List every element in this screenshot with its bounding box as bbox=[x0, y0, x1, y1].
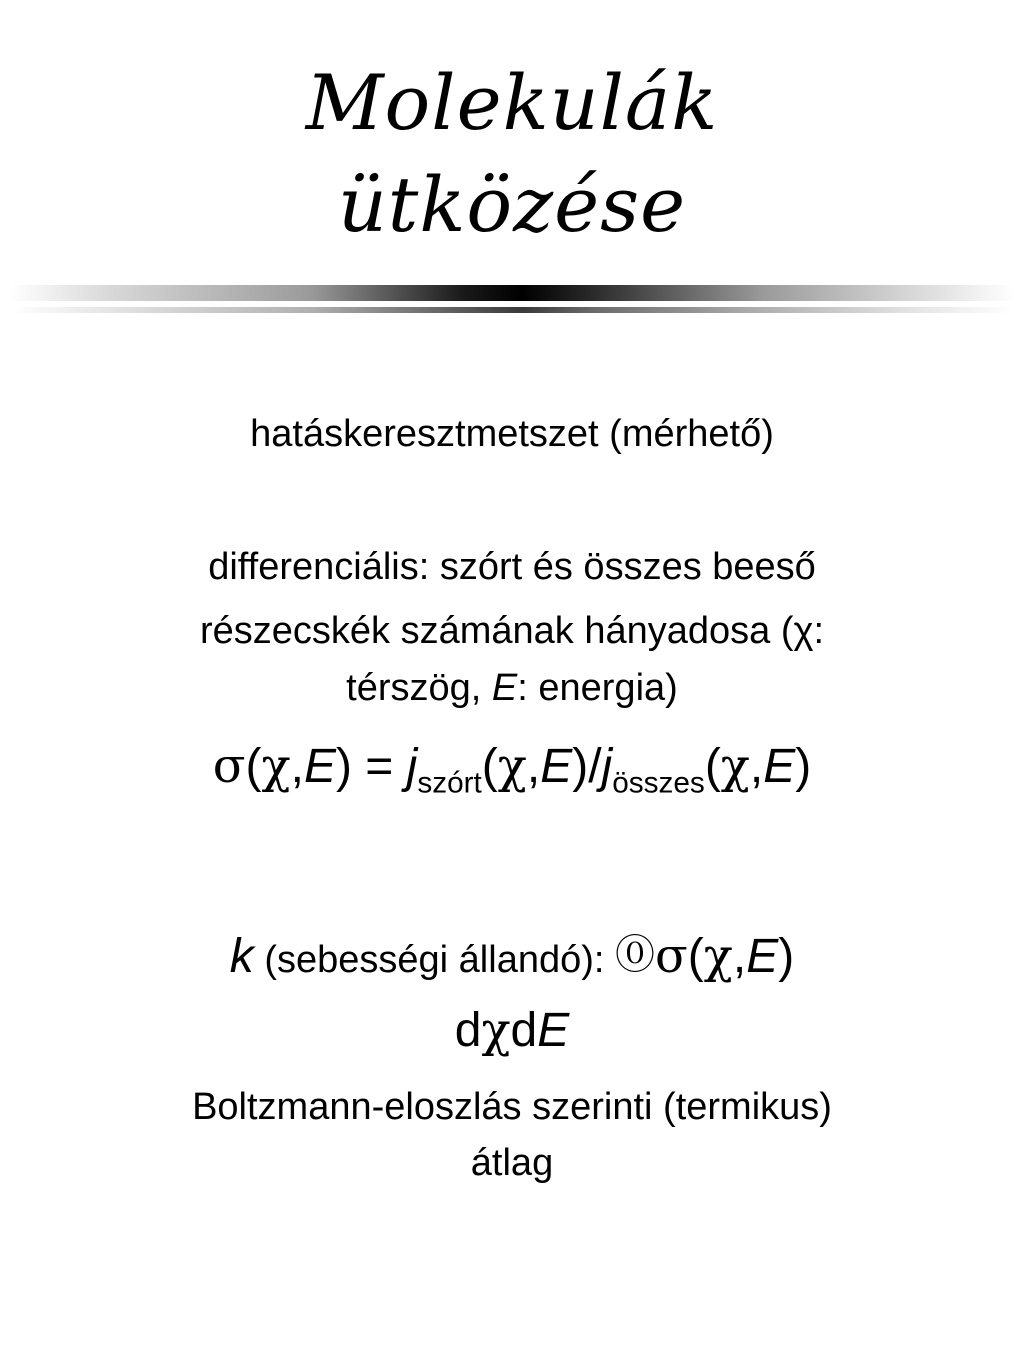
chi-symbol: χ bbox=[497, 738, 527, 794]
energy-symbol: E bbox=[746, 930, 779, 983]
flux-symbol: j bbox=[406, 740, 418, 793]
rate-constant-line bbox=[0, 920, 1024, 995]
rate-constant-symbol: k bbox=[229, 930, 254, 983]
title-divider bbox=[10, 285, 1014, 315]
body-line-ratio: részecskék számának hányadosa (χ: bbox=[199, 610, 824, 652]
body-line-definitions bbox=[0, 660, 1024, 716]
slide-title bbox=[0, 52, 1024, 256]
chi-symbol: χ bbox=[481, 1002, 511, 1058]
cross-section-formula bbox=[0, 734, 1024, 799]
energy-symbol: E bbox=[537, 1004, 570, 1057]
formula-comma: , bbox=[526, 740, 541, 793]
formula-paren: ( bbox=[687, 930, 704, 983]
title-line-2: ütközése bbox=[337, 160, 687, 249]
energy-variable: E bbox=[491, 667, 518, 709]
formula-equals: ) = bbox=[335, 740, 407, 793]
definitions-suffix: : energia) bbox=[517, 667, 678, 709]
formula-slash: )/ bbox=[572, 740, 602, 793]
rate-constant-label: (sebességi állandó): bbox=[253, 939, 616, 981]
scattered-subscript: szórt bbox=[417, 766, 482, 800]
energy-symbol: E bbox=[540, 740, 573, 793]
rate-constant-differentials bbox=[0, 995, 1024, 1066]
sigma-symbol: σ bbox=[212, 738, 246, 794]
flux-symbol: j bbox=[601, 740, 613, 793]
sigma-symbol: σ bbox=[655, 928, 688, 984]
energy-symbol: E bbox=[303, 740, 336, 793]
differential-d: d bbox=[454, 1004, 482, 1057]
body-line-average: átlag bbox=[470, 1142, 554, 1184]
chi-symbol: χ bbox=[261, 738, 291, 794]
formula-comma: , bbox=[290, 740, 304, 793]
differential-d: d bbox=[510, 1004, 538, 1057]
divider-bar-top bbox=[10, 285, 1014, 301]
total-subscript: összes bbox=[612, 766, 705, 800]
title-line-1: Molekulák bbox=[305, 58, 719, 147]
divider-bar-bottom bbox=[10, 307, 1014, 313]
chi-symbol: χ bbox=[703, 928, 733, 984]
formula-comma: , bbox=[749, 740, 764, 793]
formula-paren: ( bbox=[704, 740, 721, 793]
formula-paren: ) bbox=[778, 930, 795, 983]
formula-paren: ( bbox=[481, 740, 498, 793]
formula-paren: ) bbox=[795, 740, 812, 793]
formula-comma: , bbox=[732, 930, 747, 983]
integral-symbol: ⓪ bbox=[615, 932, 656, 978]
body-line-boltzmann: Boltzmann-eloszlás szerinti (termikus) bbox=[192, 1086, 832, 1128]
formula-paren: ( bbox=[245, 740, 262, 793]
body-line-differential: differenciális: szórt és összes beeső bbox=[208, 546, 816, 588]
energy-symbol: E bbox=[763, 740, 796, 793]
body-line-cross-section: hatáskeresztmetszet (mérhető) bbox=[250, 413, 774, 455]
definitions-prefix: térszög, bbox=[346, 667, 492, 709]
chi-symbol: χ bbox=[720, 738, 750, 794]
